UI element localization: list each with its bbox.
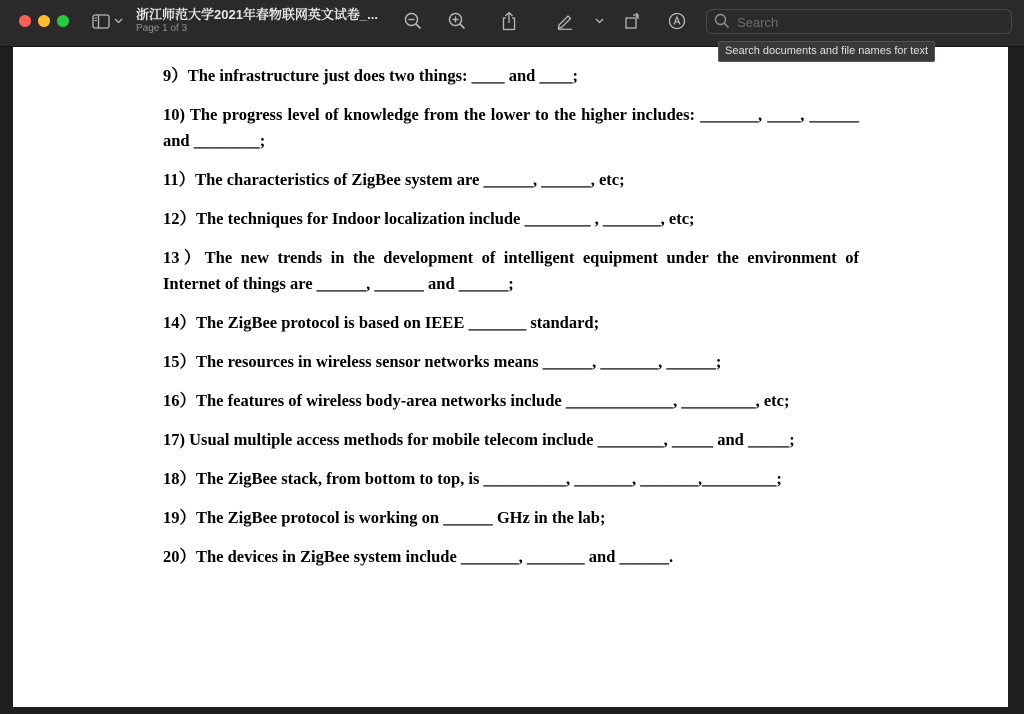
search-input[interactable]: [735, 13, 999, 32]
markup-pen-icon[interactable]: [555, 11, 575, 31]
search-tooltip: Search documents and file names for text: [718, 41, 935, 62]
window-bottom-edge: [0, 707, 1024, 714]
minimize-window-button[interactable]: [38, 15, 50, 27]
share-icon[interactable]: [499, 10, 519, 32]
question-17: 17) Usual multiple access methods for mobile telecom include ________, _____ and _____;: [163, 430, 795, 449]
document-page[interactable]: [13, 47, 1008, 707]
question-10: 10) The progress level of knowledge from the lower to the higher includes: _______, ____, ______ and ________;: [163, 105, 859, 150]
page-indicator: Page 1 of 3: [136, 23, 188, 34]
zoom-in-icon[interactable]: [447, 11, 467, 31]
window-toolbar: [0, 0, 1024, 47]
sidebar-icon[interactable]: [91, 11, 111, 31]
zoom-window-button[interactable]: [57, 15, 69, 27]
rotate-icon[interactable]: [623, 11, 643, 31]
zoom-out-icon[interactable]: [403, 11, 423, 31]
chevron-down-icon[interactable]: [113, 12, 123, 30]
close-window-button[interactable]: [19, 15, 31, 27]
question-18: 18）The ZigBee stack, from bottom to top, is __________, _______, _______,_________;: [163, 469, 782, 488]
question-13: 13）The new trends in the development of intelligent equipment under the environment of Internet of things are ______, ______ and ______;: [163, 248, 859, 293]
document-title: 浙江师范大学2021年春物联网英文试卷_...: [136, 7, 378, 22]
question-16: 16）The features of wireless body-area networks include _____________, _________, etc;: [163, 391, 790, 410]
search-field[interactable]: [706, 9, 1012, 34]
annotate-icon[interactable]: [667, 11, 687, 31]
question-19: 19）The ZigBee protocol is working on ______ GHz in the lab;: [163, 508, 606, 527]
question-15: 15）The resources in wireless sensor networks means ______, _______, ______;: [163, 352, 722, 371]
question-list: [163, 63, 859, 583]
question-20: 20）The devices in ZigBee system include _______, _______ and ______.: [163, 547, 674, 566]
question-11: 11）The characteristics of ZigBee system are ______, ______, etc;: [163, 170, 625, 189]
chevron-down-icon[interactable]: [594, 12, 604, 30]
search-icon: [714, 13, 730, 34]
question-14: 14）The ZigBee protocol is based on IEEE _______ standard;: [163, 313, 600, 332]
document-title-block: [136, 7, 378, 35]
question-9: 9）The infrastructure just does two things: ____ and ____;: [163, 66, 578, 85]
question-12: 12）The techniques for Indoor localization include ________ , _______, etc;: [163, 209, 695, 228]
